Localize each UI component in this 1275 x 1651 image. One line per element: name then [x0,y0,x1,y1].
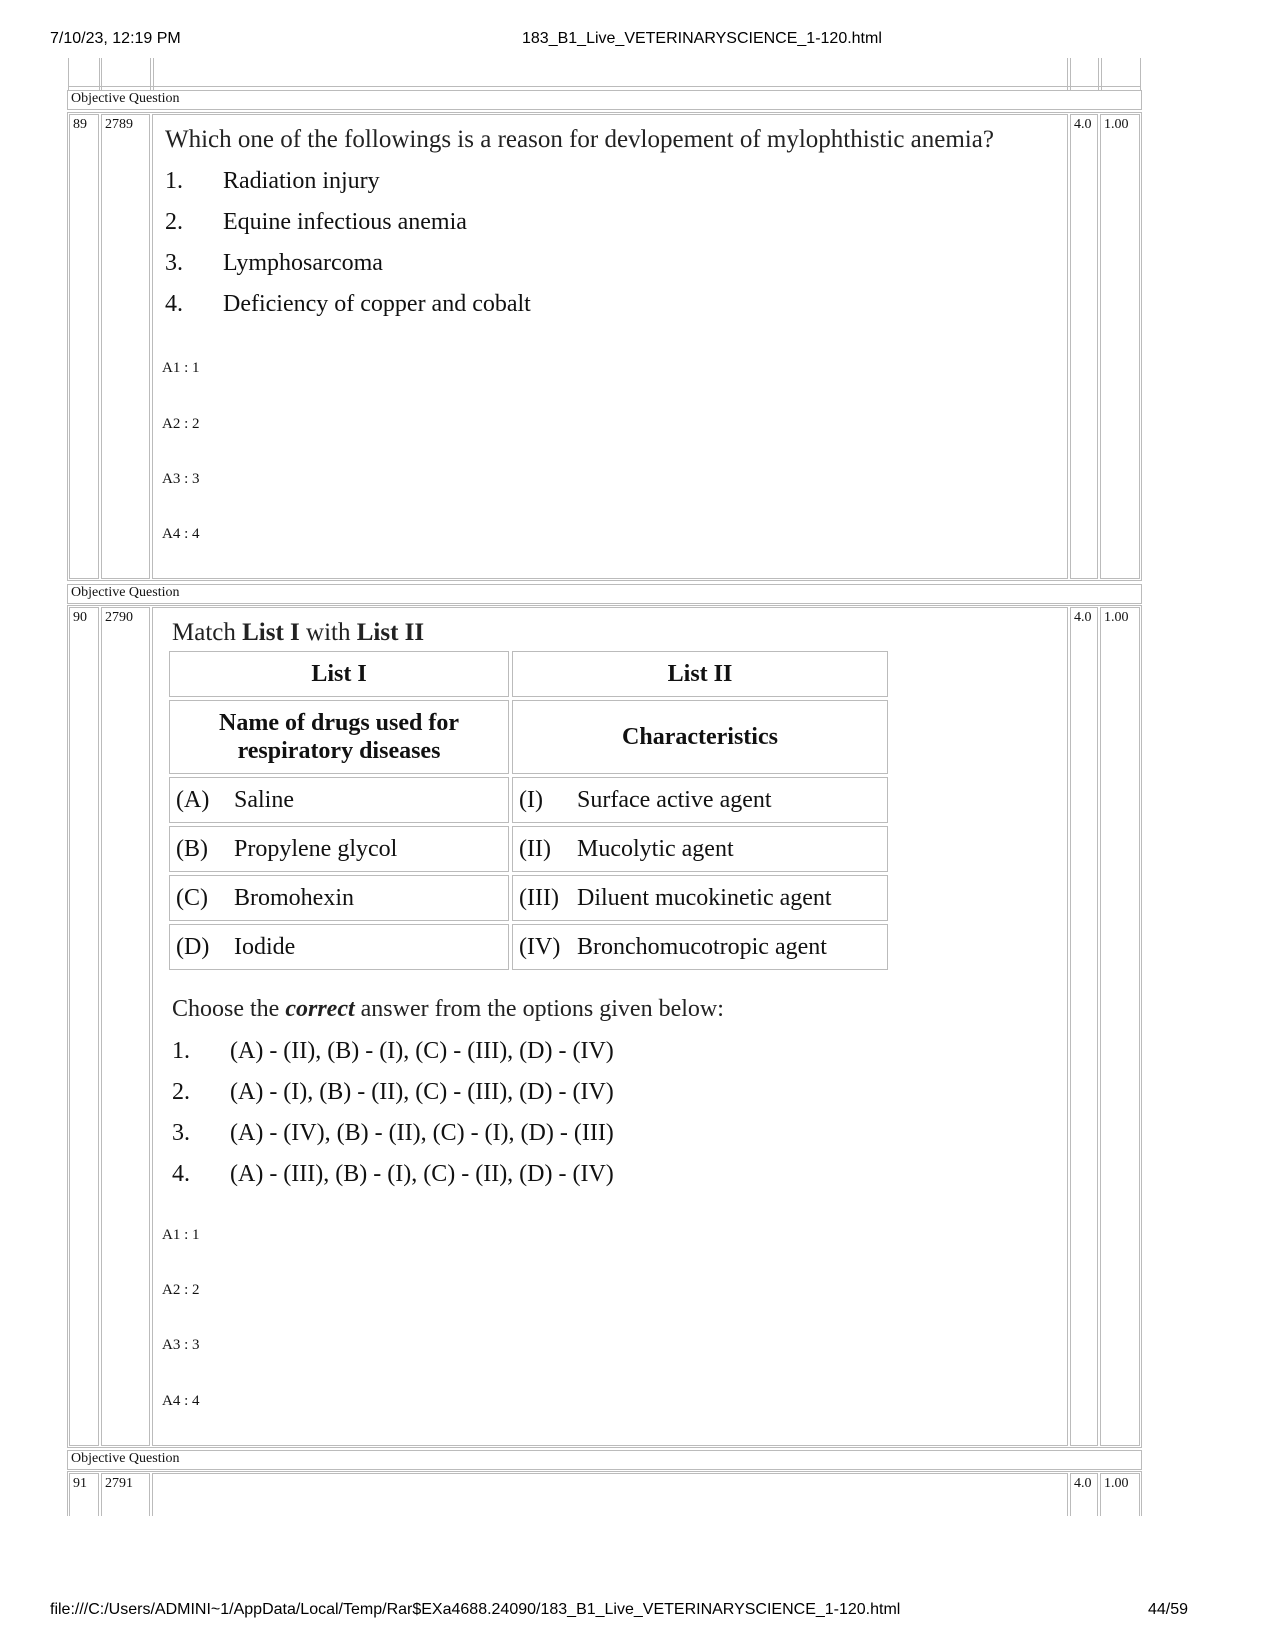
list-2-subheader: Characteristics [512,700,888,774]
list-2-item: (II) Mucolytic agent [512,826,888,872]
answer-option: A2 : 2 [162,416,200,432]
answer-option: A1 : 1 [162,360,200,376]
question-number: 90 [69,607,99,1446]
question-number: 89 [69,114,99,579]
option-number: 3. [172,1120,190,1146]
question-marks: 4.0 [1070,114,1098,579]
list-1-item: (A) Saline [169,777,509,823]
option-number: 1. [172,1038,190,1064]
answer-option: A2 : 2 [162,1282,200,1298]
list-2-item: (III) Diluent mucokinetic agent [512,875,888,921]
negative-marks: 1.00 [1100,607,1140,1446]
list-2-header: List II [512,651,888,697]
negative-marks: 1.00 [1100,1473,1140,1516]
option-text: Radiation injury [223,168,380,194]
answer-option: A1 : 1 [162,1227,200,1243]
match-intro: Match List I with List II [172,619,425,646]
negative-marks: 1.00 [1100,114,1140,579]
option-number: 3. [165,250,183,276]
table-row [169,875,888,921]
list-1-header: List I [169,651,509,697]
list-1-subheader: Name of drugs used for respiratory diseases [169,700,509,774]
answer-option: A3 : 3 [162,471,200,487]
question-text: Which one of the followings is a reason for devlopement of mylophthistic anemia? [165,126,994,153]
choose-instruction: Choose the correct answer from the options given below: [172,996,724,1022]
answer-option: A3 : 3 [162,1337,200,1353]
question-marks: 4.0 [1070,1473,1098,1516]
print-datetime: 7/10/23, 12:19 PM [50,30,181,47]
list-1-item: (C) Bromohexin [169,875,509,921]
question-type-label: Objective Question [67,90,1142,110]
option-number: 4. [172,1161,190,1187]
question-type-label: Objective Question [67,584,1142,604]
file-path: file:///C:/Users/ADMINI~1/AppData/Local/Temp/Rar$EXa4688.24090/183_B1_Live_VETERINARYSCIENCE_1-120.html [50,1601,901,1618]
option-text: Equine infectious anemia [223,209,467,235]
option-text: Deficiency of copper and cobalt [223,291,531,317]
question-marks: 4.0 [1070,607,1098,1446]
list-2-item: (IV) Bronchomucotropic agent [512,924,888,970]
answer-option: A4 : 4 [162,1393,200,1409]
option-text: (A) - (III), (B) - (I), (C) - (II), (D) - (IV) [230,1161,614,1187]
question-number: 91 [69,1473,99,1516]
option-text: (A) - (I), (B) - (II), (C) - (III), (D) - (IV) [230,1079,614,1105]
list-1-item: (D) Iodide [169,924,509,970]
list-1-item: (B) Propylene glycol [169,826,509,872]
option-text: Lymphosarcoma [223,250,383,276]
option-number: 4. [165,291,183,317]
page-number: 44/59 [1148,1601,1189,1618]
table-row [169,924,888,970]
question-id: 2789 [101,114,150,579]
option-text: (A) - (IV), (B) - (II), (C) - (I), (D) - (III) [230,1120,614,1146]
option-number: 2. [172,1079,190,1105]
document-title: 183_B1_Live_VETERINARYSCIENCE_1-120.html [522,30,882,47]
question-id: 2790 [101,607,150,1446]
option-number: 2. [165,209,183,235]
question-type-label: Objective Question [67,1450,1142,1470]
match-table [166,648,891,973]
question-id: 2791 [101,1473,150,1516]
list-2-item: (I) Surface active agent [512,777,888,823]
table-row [169,826,888,872]
table-row [169,777,888,823]
option-text: (A) - (II), (B) - (I), (C) - (III), (D) - (IV) [230,1038,614,1064]
prev-row-border [68,86,1141,87]
option-number: 1. [165,168,183,194]
answer-option: A4 : 4 [162,526,200,542]
question-body-cell [152,1473,1068,1516]
